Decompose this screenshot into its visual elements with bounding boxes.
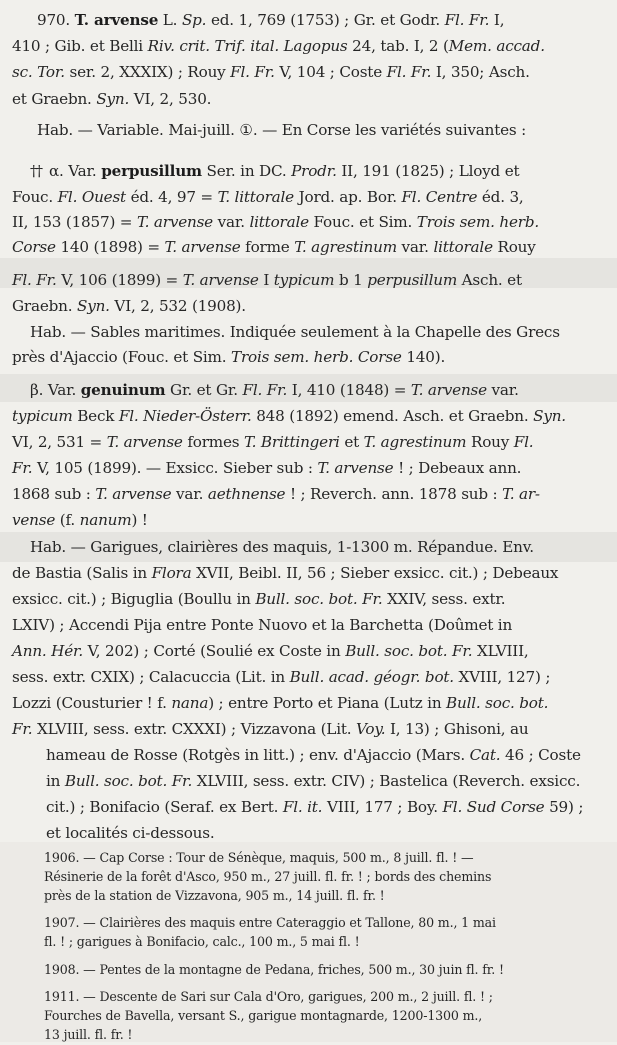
record-line: 1908. — Pentes de la montagne de Pedana, friches, 500 m., 30 juin fl. fr. ! bbox=[44, 962, 504, 977]
text-line: Ann. Hér. V, 202) ; Corté (Soulié ex Coste in Bull. soc. bot. Fr. XLVIII, bbox=[12, 642, 529, 660]
text-line: Corse 140 (1898) = T. arvense forme T. agrestinum var. littorale Rouy bbox=[12, 238, 536, 256]
text-line: †† α. Var. perpusillum Ser. in DC. Prodr. II, 191 (1825) ; Lloyd et bbox=[30, 162, 520, 180]
habitat-line: Hab. — Variable. Mai-juill. ①. — En Corse les variétés suivantes : bbox=[37, 121, 527, 139]
text-line: β. Var. genuinum Gr. et Gr. Fl. Fr. I, 410 (1848) = T. arvense var. bbox=[30, 381, 519, 399]
text-line: 410 ; Gib. et Belli Riv. crit. Trif. ital. Lagopus 24, tab. I, 2 (Mem. accad. bbox=[12, 37, 545, 55]
record-line: 1907. — Clairières des maquis entre Cateraggio et Tallone, 80 m., 1 mai bbox=[44, 915, 496, 930]
text-line: 1868 sub : T. arvense var. aethnense ! ; Reverch. ann. 1878 sub : T. ar- bbox=[12, 485, 540, 503]
text-line: cit.) ; Bonifacio (Seraf. ex Bert. Fl. it. VIII, 177 ; Boy. Fl. Sud Corse 59) ; bbox=[46, 798, 584, 816]
text-line: près d'Ajaccio (Fouc. et Sim. Trois sem. herb. Corse 140). bbox=[12, 348, 446, 366]
record-line: Résinerie de la forêt d'Asco, 950 m., 27 juill. fl. fr. ! ; bords des chemins bbox=[44, 869, 492, 884]
habitat-line: Hab. — Garigues, clairières des maquis, 1-1300 m. Répandue. Env. bbox=[30, 538, 534, 556]
text-line: in Bull. soc. bot. Fr. XLVIII, sess. extr. CIV) ; Bastelica (Reverch. exsicc. bbox=[46, 772, 581, 790]
text-line: de Bastia (Salis in Flora XVII, Beibl. II, 56 ; Sieber exsicc. cit.) ; Debeaux bbox=[12, 564, 559, 582]
text-line: Fouc. Fl. Ouest éd. 4, 97 = T. littorale Jord. ap. Bor. Fl. Centre éd. 3, bbox=[12, 188, 524, 206]
record-line: près de la station de Vizzavona, 905 m., 14 juill. fl. fr. ! bbox=[44, 888, 385, 903]
text-line: exsicc. cit.) ; Biguglia (Boullu in Bull. soc. bot. Fr. XXIV, sess. extr. bbox=[12, 590, 506, 608]
text-line: typicum Beck Fl. Nieder-Österr. 848 (1892) emend. Asch. et Graebn. Syn. bbox=[12, 407, 566, 425]
record-line: 13 juill. fl. fr. ! bbox=[44, 1027, 133, 1042]
text-line: Lozzi (Cousturier ! f. nana) ; entre Porto et Piana (Lutz in Bull. soc. bot. bbox=[12, 694, 549, 712]
record-line: Fourches de Bavella, versant S., garigue montagnarde, 1200-1300 m., bbox=[44, 1008, 483, 1023]
text-line: vense (f. nanum) ! bbox=[12, 511, 148, 529]
record-line: 1911. — Descente de Sari sur Cala d'Oro, garigues, 200 m., 2 juill. fl. ! ; bbox=[44, 989, 493, 1004]
text-line: VI, 2, 531 = T. arvense formes T. Brittingeri et T. agrestinum Rouy Fl. bbox=[12, 433, 534, 451]
text-line: hameau de Rosse (Rotgès in litt.) ; env. d'Ajaccio (Mars. Cat. 46 ; Coste bbox=[46, 746, 581, 764]
record-line: 1906. — Cap Corse : Tour de Sénèque, maquis, 500 m., 8 juill. fl. ! — bbox=[44, 850, 474, 865]
text-line: LXIV) ; Accendi Pija entre Ponte Nuovo et la Barchetta (Doûmet in bbox=[12, 616, 513, 634]
text-line: Fl. Fr. V, 106 (1899) = T. arvense I typicum b 1 perpusillum Asch. et bbox=[12, 271, 522, 289]
text-line: sess. extr. CXIX) ; Calacuccia (Lit. in Bull. acad. géogr. bot. XVIII, 127) ; bbox=[12, 668, 551, 686]
text-line: 970. T. arvense L. Sp. ed. 1, 769 (1753) ; Gr. et Godr. Fl. Fr. I, bbox=[37, 11, 505, 29]
text-line: et Graebn. Syn. VI, 2, 530. bbox=[12, 90, 212, 108]
text-line: sc. Tor. ser. 2, XXXIX) ; Rouy Fl. Fr. V, 104 ; Coste Fl. Fr. I, 350; Asch. bbox=[12, 63, 530, 81]
record-line: fl. ! ; garigues à Bonifacio, calc., 100 m., 5 mai fl. ! bbox=[44, 934, 360, 949]
text-line: Fr. V, 105 (1899). — Exsicc. Sieber sub : T. arvense ! ; Debeaux ann. bbox=[12, 459, 522, 477]
text-line: et localités ci-dessous. bbox=[46, 824, 215, 842]
text-line: II, 153 (1857) = T. arvense var. littorale Fouc. et Sim. Trois sem. herb. bbox=[12, 213, 539, 231]
text-line: Graebn. Syn. VI, 2, 532 (1908). bbox=[12, 297, 246, 315]
habitat-line: Hab. — Sables maritimes. Indiquée seulement à la Chapelle des Grecs bbox=[30, 323, 560, 341]
text-line: Fr. XLVIII, sess. extr. CXXXI) ; Vizzavona (Lit. Voy. I, 13) ; Ghisoni, au bbox=[12, 720, 529, 738]
